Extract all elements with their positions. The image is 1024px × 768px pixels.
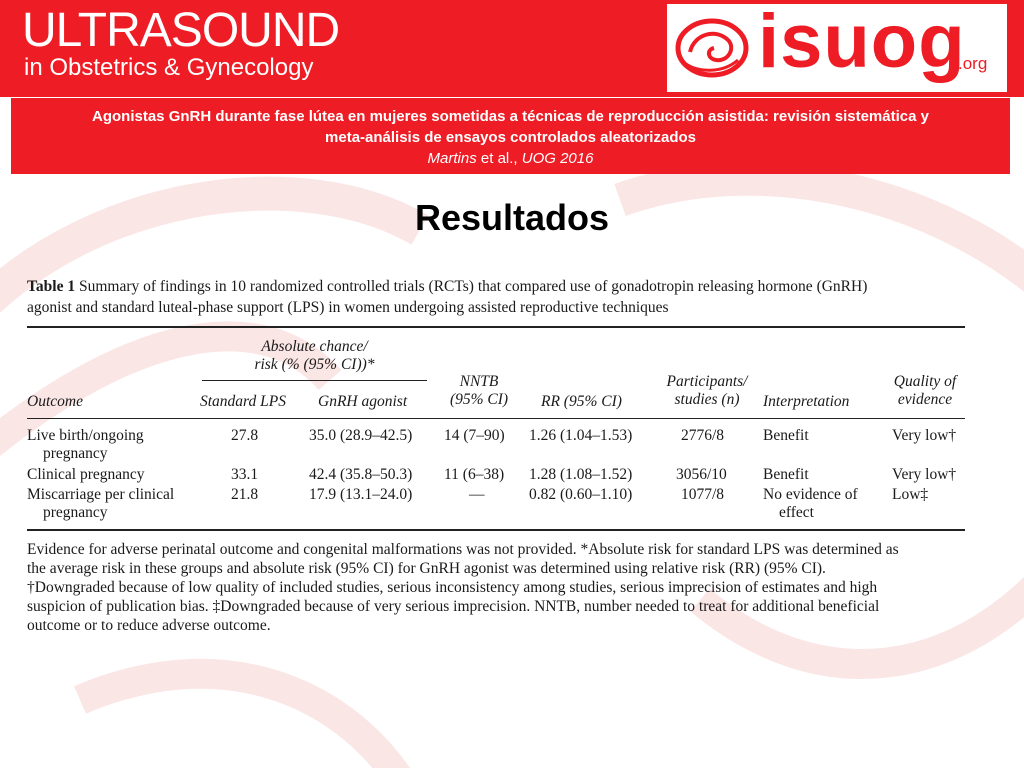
group-header-line-2: risk (% (95% CI))* (254, 356, 375, 373)
row-2-interpretation: Benefit (763, 466, 809, 483)
header-quality-line-1: Quality of (893, 373, 957, 390)
header-quality (885, 373, 965, 409)
row-2-standard-lps: 33.1 (231, 466, 259, 483)
header-bottom-rule (27, 418, 965, 419)
journal-title: ULTRASOUND (22, 4, 340, 57)
journal-subtitle: in Obstetrics & Gynecology (24, 54, 314, 81)
isuog-logo-domain: .org (958, 54, 988, 73)
row-2-outcome: Clinical pregnancy (27, 466, 145, 483)
header-participants-line-2: studies (n) (674, 391, 740, 408)
row-3-participants: 1077/8 (681, 486, 725, 503)
table-caption-line-1: Summary of findings in 10 randomized controlled trials (RCTs) that compared use of gonadotropin releasing hormone (GnRH) (75, 278, 868, 295)
table-top-rule (27, 326, 965, 328)
header-nntb-line-2: (95% CI) (449, 391, 509, 408)
row-3-outcome (27, 486, 174, 522)
row-3-interpretation (763, 486, 858, 522)
row-2-rr: 1.28 (1.08–1.52) (529, 466, 633, 483)
table-bottom-rule (27, 529, 965, 531)
slide-heading: Resultados (414, 197, 610, 238)
header-nntb (439, 373, 519, 409)
table-caption-line-2: agonist and standard luteal-phase support (LPS) in women undergoing assisted reproductive techniques (27, 299, 669, 316)
row-3-outcome-line-1: Miscarriage per clinical (27, 486, 175, 503)
header-gnrh-agonist: GnRH agonist (318, 393, 408, 410)
row-1-rr: 1.26 (1.04–1.53) (529, 427, 633, 444)
absolute-risk-group-header (202, 338, 427, 374)
row-1-quality: Very low† (892, 427, 957, 444)
header-quality-line-2: evidence (897, 391, 953, 408)
row-1-outcome (27, 427, 144, 463)
row-1-standard-lps: 27.8 (231, 427, 259, 444)
article-title-line-1: Agonistas GnRH durante fase lútea en mujeres sometidas a técnicas de reproducción asistida: revisión sistemática y (92, 108, 929, 125)
group-header-rule (202, 380, 427, 381)
row-3-quality: Low‡ (892, 486, 929, 503)
article-title-line-2: meta-análisis de ensayos controlados aleatorizados (325, 129, 696, 146)
header-participants (657, 373, 757, 409)
footnote-line-3: †Downgraded because of low quality of included studies, serious inconsistency among studies, serious imprecision of estimates and high (27, 579, 878, 596)
header-rr: RR (95% CI) (541, 393, 622, 410)
row-3-standard-lps: 21.8 (231, 486, 259, 503)
row-1-outcome-line-1: Live birth/ongoing (27, 427, 144, 444)
journal-header-band (0, 0, 1024, 97)
citation-authors: Martins (427, 150, 477, 167)
header-nntb-line-1: NNTB (459, 373, 499, 390)
header-participants-line-1: Participants/ (666, 373, 748, 390)
isuog-fetus-icon (672, 12, 752, 82)
footnote-line-4: suspicion of publication bias. ‡Downgraded because of very serious imprecision. NNTB, number needed to treat for additional beneficial (27, 598, 880, 615)
row-1-nntb: 14 (7–90) (444, 427, 505, 444)
footnote-line-5: outcome or to reduce adverse outcome. (27, 617, 271, 634)
header-outcome: Outcome (27, 393, 83, 410)
footnote-line-2: the average risk in these groups and absolute risk (95% CI) for GnRH agonist was determined using relative risk (RR) (95% CI). (27, 560, 826, 577)
citation-et-al: et al., (476, 150, 522, 167)
footnote-line-1: Evidence for adverse perinatal outcome and congenital malformations was not provided. *Absolute risk for standard LPS was determined as (27, 541, 899, 558)
article-title (11, 98, 1010, 148)
row-3-interpretation-line-1: No evidence of (763, 486, 858, 503)
group-header-line-1: Absolute chance/ (261, 338, 368, 355)
row-3-gnrh-agonist: 17.9 (13.1–24.0) (309, 486, 413, 503)
row-2-quality: Very low† (892, 466, 957, 483)
row-2-participants: 3056/10 (676, 466, 727, 483)
findings-table (27, 276, 965, 634)
row-3-nntb: — (469, 486, 485, 503)
row-1-gnrh-agonist: 35.0 (28.9–42.5) (309, 427, 413, 444)
table-footnote (27, 540, 965, 635)
row-1-interpretation: Benefit (763, 427, 809, 444)
table-caption (27, 276, 965, 318)
row-1-outcome-line-2: pregnancy (43, 445, 108, 462)
citation-journal: UOG 2016 (521, 150, 594, 167)
article-citation (11, 148, 1010, 169)
row-2-gnrh-agonist: 42.4 (35.8–50.3) (309, 466, 413, 483)
header-standard-lps: Standard LPS (200, 393, 286, 410)
row-1-participants: 2776/8 (681, 427, 725, 444)
header-interpretation: Interpretation (763, 393, 850, 410)
isuog-logo-text: isuog (758, 0, 966, 84)
row-3-outcome-line-2: pregnancy (43, 504, 108, 521)
row-3-interpretation-line-2: effect (779, 504, 814, 521)
table-label: Table 1 (27, 278, 76, 295)
row-2-nntb: 11 (6–38) (444, 466, 505, 483)
article-title-box (11, 98, 1010, 174)
row-3-rr: 0.82 (0.60–1.10) (529, 486, 633, 503)
